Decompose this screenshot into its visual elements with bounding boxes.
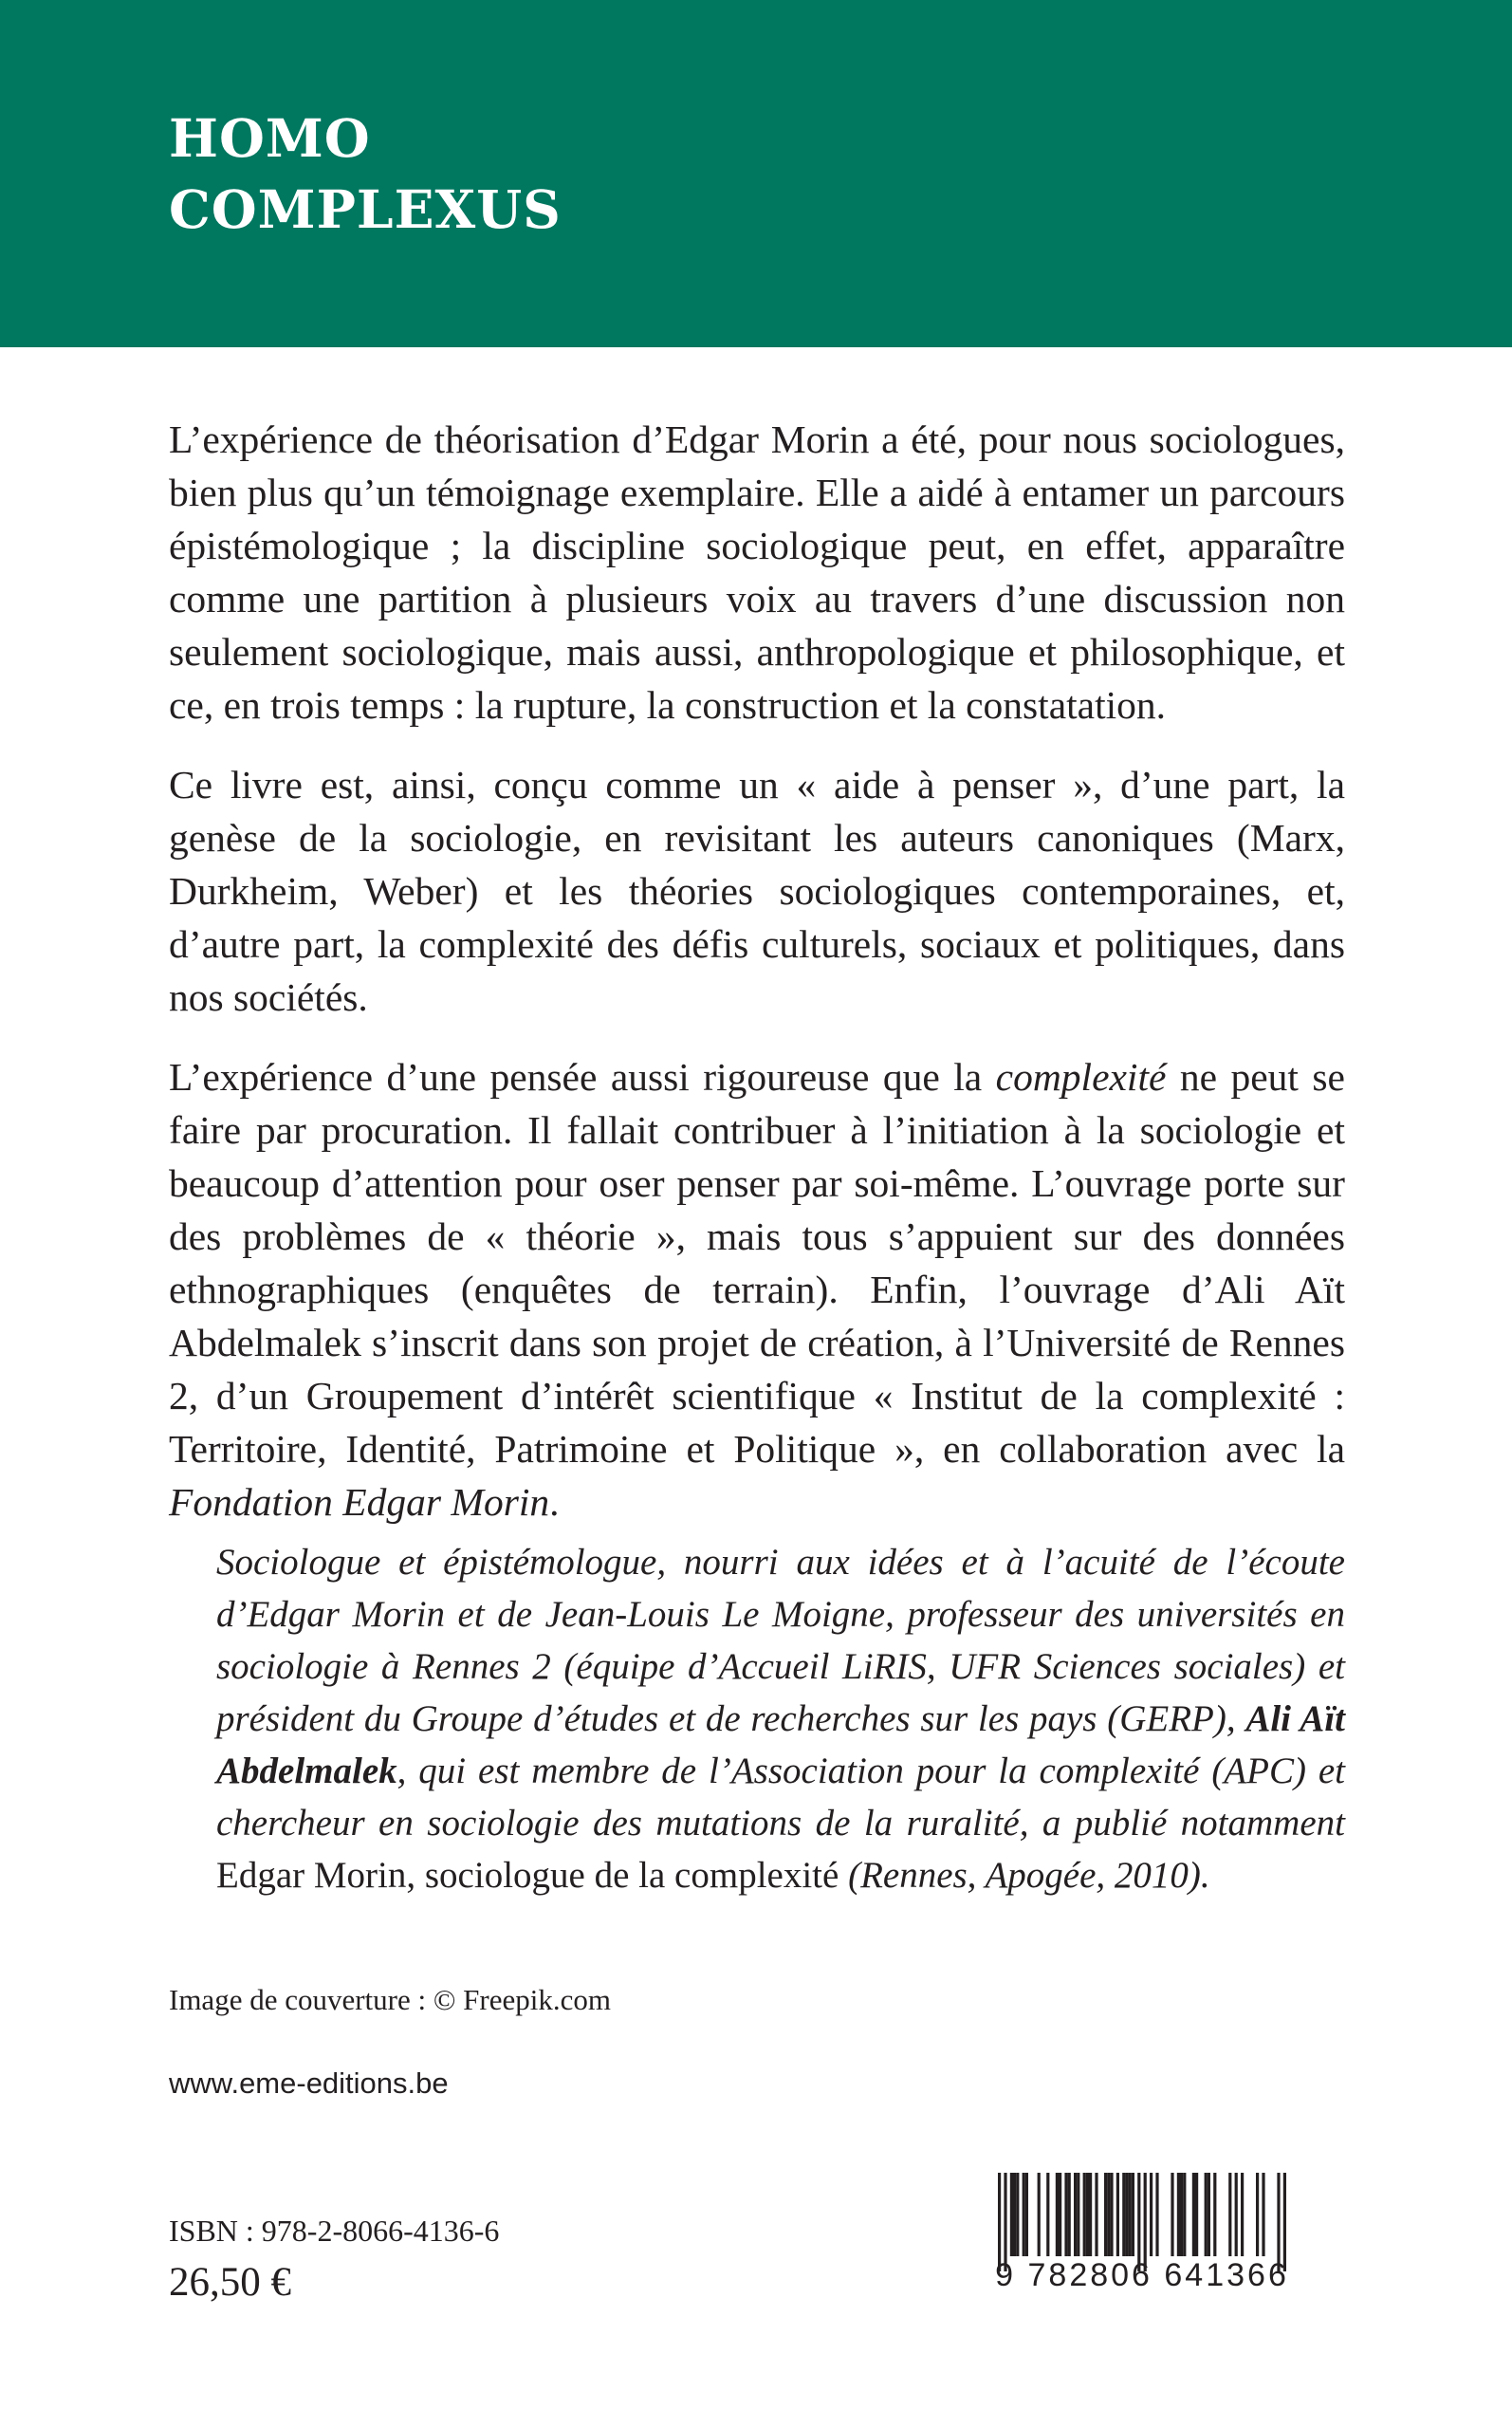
- barcode-bar: [1183, 2173, 1186, 2256]
- author-bio: [216, 1536, 1345, 1901]
- barcode-bar: [1256, 2173, 1259, 2256]
- barcode-bar: [1025, 2173, 1028, 2256]
- barcode-bar: [1205, 2173, 1208, 2256]
- barcode-bar: [1125, 2173, 1128, 2256]
- barcode-bar: [1016, 2173, 1019, 2256]
- p3-text-b: ne peut se faire par procuration. Il fallait contribuer à l’initiation à la sociologie et beaucoup d’attention pour oser penser par soi-même. L’ouvrage porte sur des problèmes de « théorie », mais tous s’appuient sur des données ethnographiques (enquêtes de terrain). Enfin, l’ouvrage d’Ali Aït Abdelmalek s’inscrit dans son projet de création, à l’Université de Rennes 2, d’un Groupement d’intérêt scientifique « Institut de la complexité : Territoire, Identité, Patrimoine et Politique », en collaboration avec la: [169, 1055, 1345, 1471]
- barcode-bar: [1010, 2173, 1013, 2256]
- barcode-bar: [1064, 2173, 1067, 2256]
- barcode-bar: [1192, 2173, 1195, 2256]
- book-title: [169, 102, 562, 245]
- barcode-bar: [1132, 2173, 1134, 2256]
- barcode-bar: [1068, 2173, 1071, 2256]
- barcode-bar: [1107, 2173, 1110, 2256]
- barcode-bar: [1195, 2173, 1198, 2256]
- barcode-bar: [1177, 2173, 1180, 2256]
- barcode-bar: [1180, 2173, 1183, 2256]
- bio-book-title: Edgar Morin, sociologue de la complexité: [216, 1855, 839, 1896]
- barcode-bar: [1104, 2173, 1107, 2256]
- bio-part-1: Sociologue et épistémologue, nourri aux idées et à l’acuité de l’écoute d’Edgar Morin et de Jean-Louis Le Moigne, professeur des universités en sociologie à Rennes 2 (équipe d’Accueil LiRIS, UFR Sciences sociales) et président du Groupe d’études et de recherches sur les pays (GERP),: [216, 1542, 1345, 1739]
- barcode-bar: [1213, 2173, 1216, 2256]
- blurb-paragraph-1: L’expérience de théorisation d’Edgar Morin a été, pour nous sociologues, bien plus qu’un témoignage exemplaire. Elle a aidé à entamer un parcours épistémologique ; la discipline sociologique peut, en effet, apparaître comme une partition à plusieurs voix au travers d’une discussion non seulement sociologique, mais aussi, anthropologique et philosophique, et ce, en trois temps : la rupture, la construction et la constatation.: [169, 417, 1345, 727]
- barcode-bar: [1056, 2173, 1059, 2256]
- barcode-bar: [1262, 2173, 1264, 2256]
- blurb-paragraph-3: [169, 1050, 1345, 1529]
- barcode-bar: [1110, 2173, 1113, 2256]
- bio-part-3: (Rennes, Apogée, 2010).: [839, 1855, 1210, 1896]
- publisher-website: www.eme-editions.be: [169, 2066, 449, 2100]
- bio-part-2: , qui est membre de l’Association pour la complexité (APC) et chercheur en sociologie des mutations de la ruralité, a publié notamment: [216, 1751, 1345, 1844]
- title-line-1: HOMO: [169, 107, 371, 169]
- cover-credit: Image de couverture : © Freepik.com: [169, 1983, 611, 2016]
- barcode-bar: [1089, 2173, 1092, 2256]
- blurb: [169, 413, 1345, 1555]
- barcode-bar: [1122, 2173, 1125, 2256]
- barcode-bar: [1150, 2173, 1152, 2256]
- barcode-bar: [1077, 2173, 1079, 2256]
- p3-text-c: .: [549, 1480, 560, 1524]
- barcode-bar: [1241, 2173, 1244, 2256]
- barcode-bar: [1046, 2173, 1049, 2256]
- barcode-bar: [1235, 2173, 1238, 2256]
- p3-text-a: L’expérience d’une pensée aussi rigoureuse que la: [169, 1055, 996, 1099]
- title-band: [0, 0, 1512, 347]
- price: 26,50 €: [169, 2260, 291, 2305]
- barcode-bar: [1129, 2173, 1132, 2256]
- barcode-bar: [1023, 2173, 1025, 2256]
- p3-italic-complexite: complexité: [995, 1055, 1167, 1099]
- barcode-bar: [1208, 2173, 1210, 2256]
- barcode-bar: [1013, 2173, 1016, 2256]
- barcode: [966, 2173, 1318, 2334]
- barcode-bar: [1074, 2173, 1077, 2256]
- barcode-bar: [1228, 2173, 1231, 2256]
- barcode-bar: [1116, 2173, 1119, 2256]
- p3-italic-fondation: Fondation Edgar Morin: [169, 1480, 550, 1524]
- barcode-bar: [1086, 2173, 1089, 2256]
- blurb-paragraph-2: Ce livre est, ainsi, conçu comme un « aide à penser », d’une part, la genèse de la sociologie, en revisitant les auteurs canoniques (Marx, Durkheim, Weber) et les théories sociologiques contemporaines, et, d’autre part, la complexité des défis culturels, sociaux et politiques, dans nos sociétés.: [169, 763, 1345, 1019]
- isbn: ISBN : 978-2-8066-4136-6: [169, 2214, 500, 2248]
- barcode-bar: [1171, 2173, 1173, 2256]
- title-line-2: COMPLEXUS: [169, 178, 562, 240]
- barcode-bar: [1059, 2173, 1061, 2256]
- barcode-bar: [1083, 2173, 1086, 2256]
- barcode-bar: [1095, 2173, 1097, 2256]
- barcode-bar: [1038, 2173, 1041, 2256]
- barcode-bar: [1155, 2173, 1158, 2256]
- author-name: Ali Aït Abdelmalek: [216, 1698, 1345, 1791]
- barcode-digits: 9 782806 641366: [995, 2257, 1289, 2293]
